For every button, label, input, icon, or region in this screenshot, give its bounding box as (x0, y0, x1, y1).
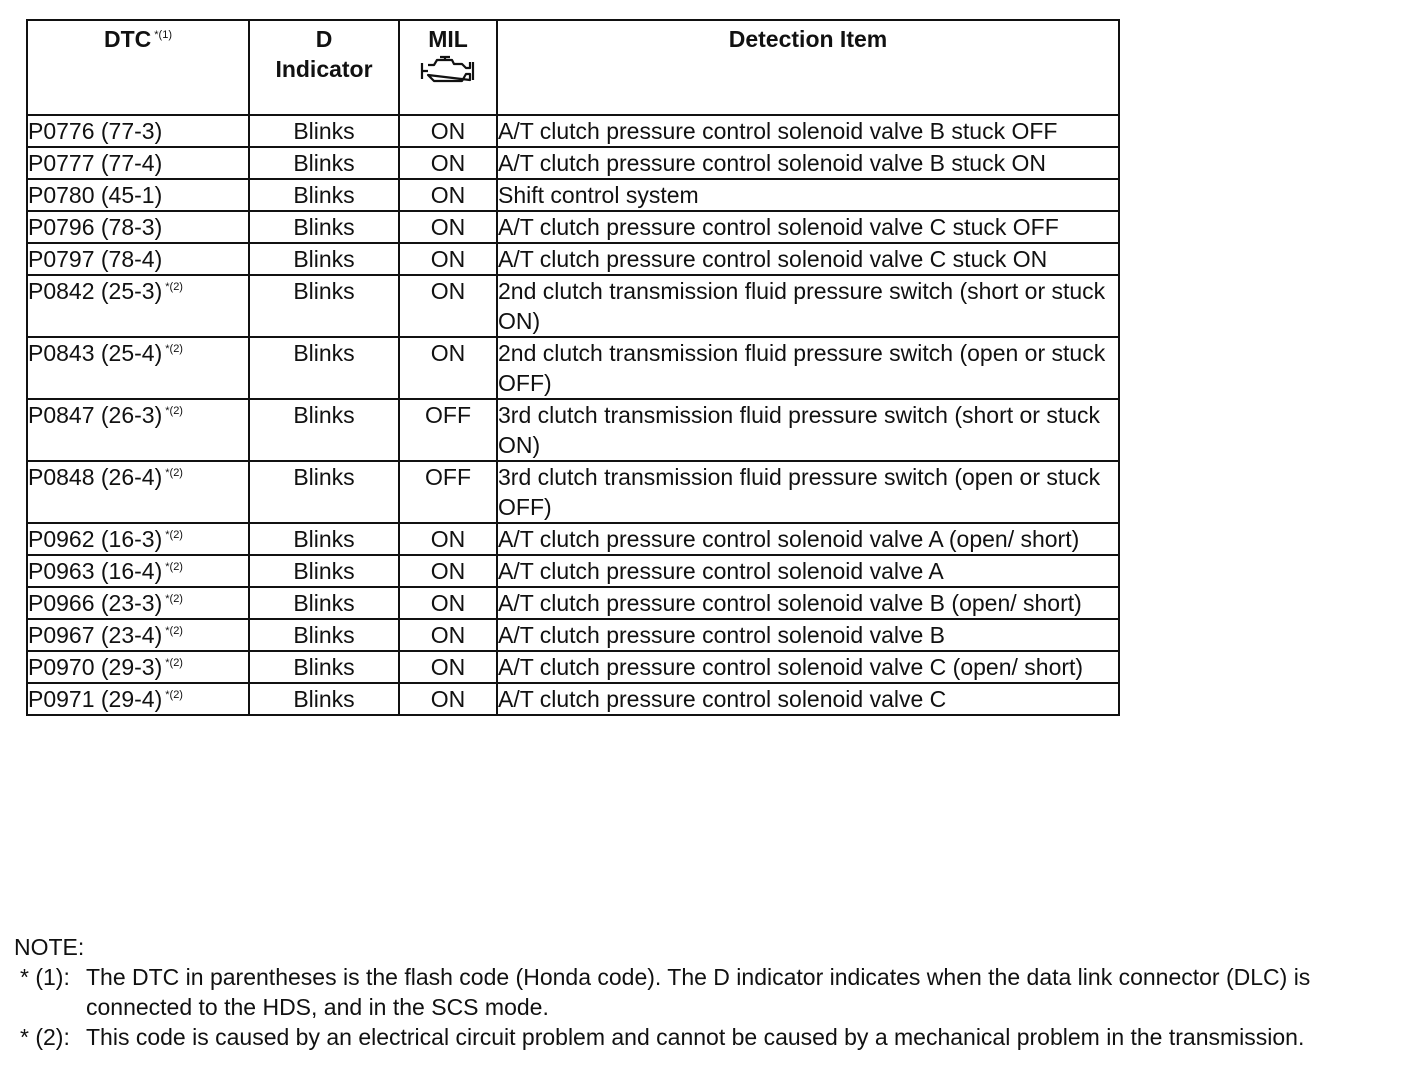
note-text: The DTC in parentheses is the flash code (Honda code). The D indicator indicates when the data link connector (DLC) is connected to the HDS, and in the SCS mode. (86, 964, 1311, 1020)
table-row (27, 275, 1119, 337)
dtc-footnote-mark: *(2) (165, 625, 183, 637)
note-marker: * (2): (20, 1024, 70, 1050)
dtc-code: P0963 (16-4) (28, 558, 163, 584)
dtc-code: P0971 (29-4) (28, 686, 163, 712)
table-row (27, 211, 1119, 243)
cell-mil: ON (399, 337, 497, 399)
cell-detection-item: Shift control system (497, 179, 1119, 211)
table-row (27, 523, 1119, 555)
dtc-footnote-mark: *(2) (165, 343, 183, 355)
cell-mil: OFF (399, 461, 497, 523)
table-row (27, 461, 1119, 523)
cell-detection-item: A/T clutch pressure control solenoid valve A (497, 555, 1119, 587)
notes-section (14, 932, 1394, 1052)
table-row (27, 115, 1119, 147)
cell-mil: ON (399, 115, 497, 147)
table-row (27, 179, 1119, 211)
header-d-indicator (249, 20, 399, 115)
table-row (27, 587, 1119, 619)
cell-d-indicator: Blinks (249, 399, 399, 461)
cell-d-indicator: Blinks (249, 337, 399, 399)
dtc-code: P0776 (77-3) (28, 118, 163, 144)
table-row (27, 243, 1119, 275)
header-mil-label: MIL (428, 26, 468, 52)
note-text: This code is caused by an electrical circuit problem and cannot be caused by a mechanical problem in the transmission. (86, 1024, 1305, 1050)
cell-detection-item: A/T clutch pressure control solenoid valve C stuck OFF (497, 211, 1119, 243)
cell-d-indicator: Blinks (249, 275, 399, 337)
dtc-table (26, 19, 1120, 716)
table-header-row (27, 20, 1119, 115)
cell-detection-item: A/T clutch pressure control solenoid valve B (497, 619, 1119, 651)
cell-mil: ON (399, 619, 497, 651)
cell-detection-item: A/T clutch pressure control solenoid valve B (open/ short) (497, 587, 1119, 619)
table-row (27, 555, 1119, 587)
dtc-table-body (27, 115, 1119, 715)
header-d-indicator-line2: Indicator (275, 56, 373, 82)
cell-dtc (27, 683, 249, 715)
cell-mil: ON (399, 211, 497, 243)
cell-detection-item: 3rd clutch transmission fluid pressure switch (short or stuck ON) (497, 399, 1119, 461)
cell-dtc (27, 275, 249, 337)
dtc-footnote-mark: *(2) (165, 657, 183, 669)
table-row (27, 337, 1119, 399)
cell-d-indicator: Blinks (249, 651, 399, 683)
cell-d-indicator: Blinks (249, 555, 399, 587)
cell-d-indicator: Blinks (249, 587, 399, 619)
notes-title: NOTE: (14, 934, 85, 960)
cell-detection-item: A/T clutch pressure control solenoid valve C (497, 683, 1119, 715)
dtc-code: P0970 (29-3) (28, 654, 163, 680)
cell-detection-item: A/T clutch pressure control solenoid valve C stuck ON (497, 243, 1119, 275)
dtc-code: P0847 (26-3) (28, 402, 163, 428)
cell-dtc (27, 461, 249, 523)
dtc-footnote-mark: *(2) (165, 467, 183, 479)
dtc-code: P0796 (78-3) (28, 214, 163, 240)
cell-d-indicator: Blinks (249, 243, 399, 275)
cell-dtc (27, 211, 249, 243)
dtc-footnote-mark: *(2) (165, 593, 183, 605)
dtc-code: P0848 (26-4) (28, 464, 163, 490)
dtc-code: P0842 (25-3) (28, 278, 163, 304)
note-item (14, 962, 1394, 1022)
dtc-footnote-mark: *(2) (165, 281, 183, 293)
cell-dtc (27, 243, 249, 275)
cell-d-indicator: Blinks (249, 211, 399, 243)
header-detection-item: Detection Item (497, 20, 1119, 115)
cell-mil: ON (399, 243, 497, 275)
table-row (27, 399, 1119, 461)
cell-detection-item: A/T clutch pressure control solenoid valve B stuck ON (497, 147, 1119, 179)
cell-d-indicator: Blinks (249, 147, 399, 179)
cell-dtc (27, 115, 249, 147)
dtc-footnote-mark: *(2) (165, 405, 183, 417)
cell-dtc (27, 337, 249, 399)
cell-d-indicator: Blinks (249, 115, 399, 147)
cell-dtc (27, 399, 249, 461)
cell-dtc (27, 523, 249, 555)
header-dtc-label: DTC (103, 26, 152, 52)
dtc-code: P0843 (25-4) (28, 340, 163, 366)
cell-mil: ON (399, 555, 497, 587)
cell-d-indicator: Blinks (249, 683, 399, 715)
cell-mil: ON (399, 179, 497, 211)
cell-mil: ON (399, 147, 497, 179)
dtc-code: P0777 (77-4) (28, 150, 163, 176)
cell-detection-item: A/T clutch pressure control solenoid valve C (open/ short) (497, 651, 1119, 683)
cell-dtc (27, 555, 249, 587)
cell-dtc (27, 651, 249, 683)
engine-check-icon (418, 54, 478, 88)
table-row (27, 683, 1119, 715)
note-item (14, 1022, 1394, 1052)
table-row (27, 651, 1119, 683)
cell-detection-item: A/T clutch pressure control solenoid valve B stuck OFF (497, 115, 1119, 147)
dtc-code: P0966 (23-3) (28, 590, 163, 616)
dtc-code: P0780 (45-1) (28, 182, 163, 208)
dtc-code: P0962 (16-3) (28, 526, 163, 552)
header-mil (399, 20, 497, 115)
dtc-footnote-mark: *(2) (165, 689, 183, 701)
cell-detection-item: A/T clutch pressure control solenoid valve A (open/ short) (497, 523, 1119, 555)
header-d-indicator-line1: D (315, 26, 333, 52)
header-dtc (27, 20, 249, 115)
dtc-footnote-mark: *(2) (165, 561, 183, 573)
cell-mil: ON (399, 651, 497, 683)
cell-dtc (27, 179, 249, 211)
table-row (27, 147, 1119, 179)
cell-d-indicator: Blinks (249, 461, 399, 523)
cell-mil: ON (399, 523, 497, 555)
dtc-code: P0797 (78-4) (28, 246, 163, 272)
cell-detection-item: 2nd clutch transmission fluid pressure switch (open or stuck OFF) (497, 337, 1119, 399)
cell-mil: ON (399, 275, 497, 337)
cell-dtc (27, 587, 249, 619)
cell-d-indicator: Blinks (249, 179, 399, 211)
cell-mil: ON (399, 587, 497, 619)
cell-detection-item: 3rd clutch transmission fluid pressure switch (open or stuck OFF) (497, 461, 1119, 523)
note-marker: * (1): (20, 964, 70, 990)
cell-d-indicator: Blinks (249, 619, 399, 651)
cell-dtc (27, 147, 249, 179)
cell-d-indicator: Blinks (249, 523, 399, 555)
table-row (27, 619, 1119, 651)
cell-dtc (27, 619, 249, 651)
cell-detection-item: 2nd clutch transmission fluid pressure switch (short or stuck ON) (497, 275, 1119, 337)
cell-mil: OFF (399, 399, 497, 461)
dtc-footnote-mark: *(2) (165, 529, 183, 541)
cell-mil: ON (399, 683, 497, 715)
dtc-code: P0967 (23-4) (28, 622, 163, 648)
header-dtc-footnote: *(1) (154, 29, 172, 41)
